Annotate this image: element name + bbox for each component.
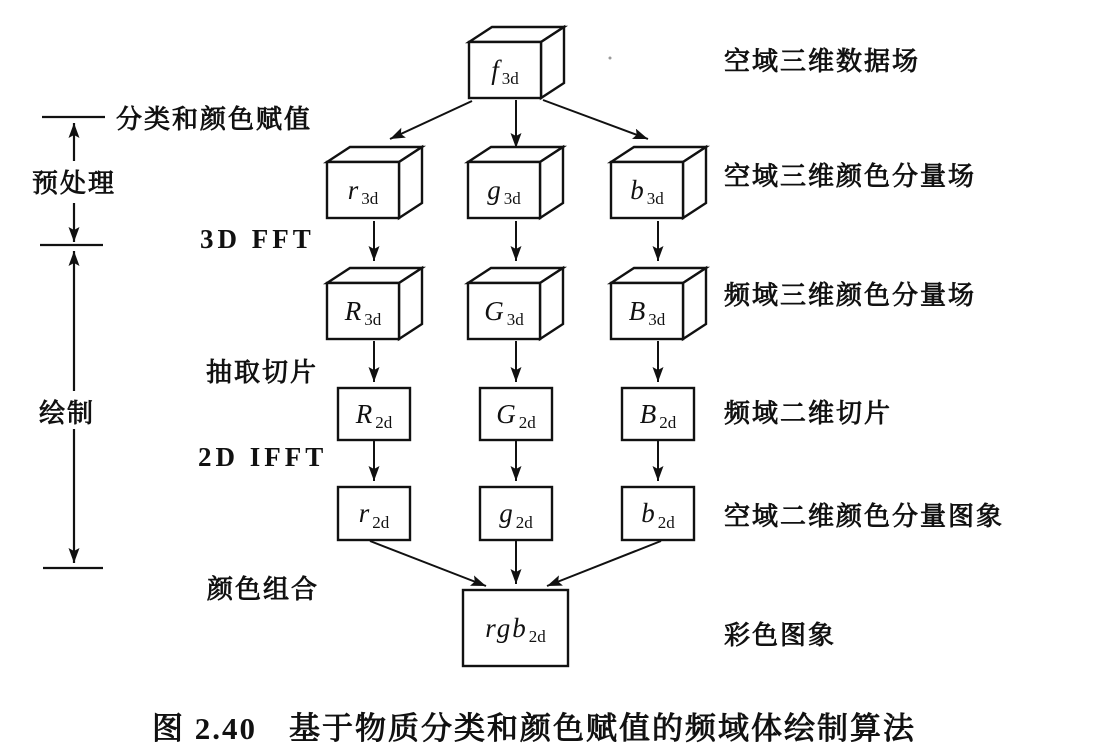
node-label-b3d: b 3d [630, 174, 664, 208]
node-label-b2d: b 2d [641, 498, 675, 532]
stage-label-2d-ifft: 2D IFFT [198, 442, 328, 472]
cube-f3d [469, 27, 564, 98]
cube-G3d [468, 268, 563, 339]
node-label-f3d: f 3d [491, 54, 519, 88]
node-label-G3d: G 3d [484, 295, 524, 329]
scan-speck [609, 57, 612, 60]
box-rgb2d [463, 590, 568, 666]
box-r2d [338, 487, 410, 540]
figure-caption-number: 图 2.40 [152, 711, 257, 746]
node-label-B3d: B 3d [628, 295, 666, 329]
cube-R3d [327, 268, 422, 339]
stage-label-3d-fft: 3D FFT [200, 224, 315, 254]
node-label-R3d: R 3d [344, 295, 382, 329]
figure-caption-title: 基于物质分类和颜色赋值的频域体绘制算法 [289, 711, 916, 746]
node-label-r3d: r 3d [347, 174, 379, 208]
cube-g3d [468, 147, 563, 218]
annotation-freq-3d-color-field: 频域三维颜色分量场 [724, 280, 977, 310]
box-G2d [480, 388, 552, 440]
node-label-R2d: R 2d [355, 398, 393, 432]
figure-caption [152, 703, 916, 748]
box-R2d [338, 388, 410, 440]
node-label-r2d: r 2d [358, 498, 390, 532]
box-g2d [480, 487, 552, 540]
node-label-G2d: G 2d [496, 398, 536, 432]
cube-r3d [327, 147, 422, 218]
annotation-color-image: 彩色图象 [724, 620, 837, 650]
annotation-spatial-3d-color-field: 空域三维颜色分量场 [724, 161, 977, 191]
annotation-spatial-3d-field: 空域三维数据场 [724, 46, 921, 76]
stage-label-preprocess: 预处理 [32, 168, 117, 198]
cube-b3d [611, 147, 706, 218]
stage-label-classify: 分类和颜色赋值 [116, 104, 313, 134]
stage-label-color-combine: 颜色组合 [207, 574, 320, 604]
box-B2d [622, 388, 694, 440]
stage-label-extract-slice: 抽取切片 [206, 357, 319, 387]
annotation-spatial-2d-color-image: 空域二维颜色分量图象 [724, 501, 1005, 531]
node-label-B2d: B 2d [639, 398, 677, 432]
annotation-freq-2d-slice: 频域二维切片 [724, 398, 893, 428]
node-label-rgb2d: rgb 2d [485, 612, 546, 646]
node-label-g3d: g 3d [487, 174, 521, 208]
box-b2d [622, 487, 694, 540]
stage-label-render: 绘制 [39, 398, 96, 428]
cube-B3d [611, 268, 706, 339]
node-label-g2d: g 2d [499, 498, 533, 532]
